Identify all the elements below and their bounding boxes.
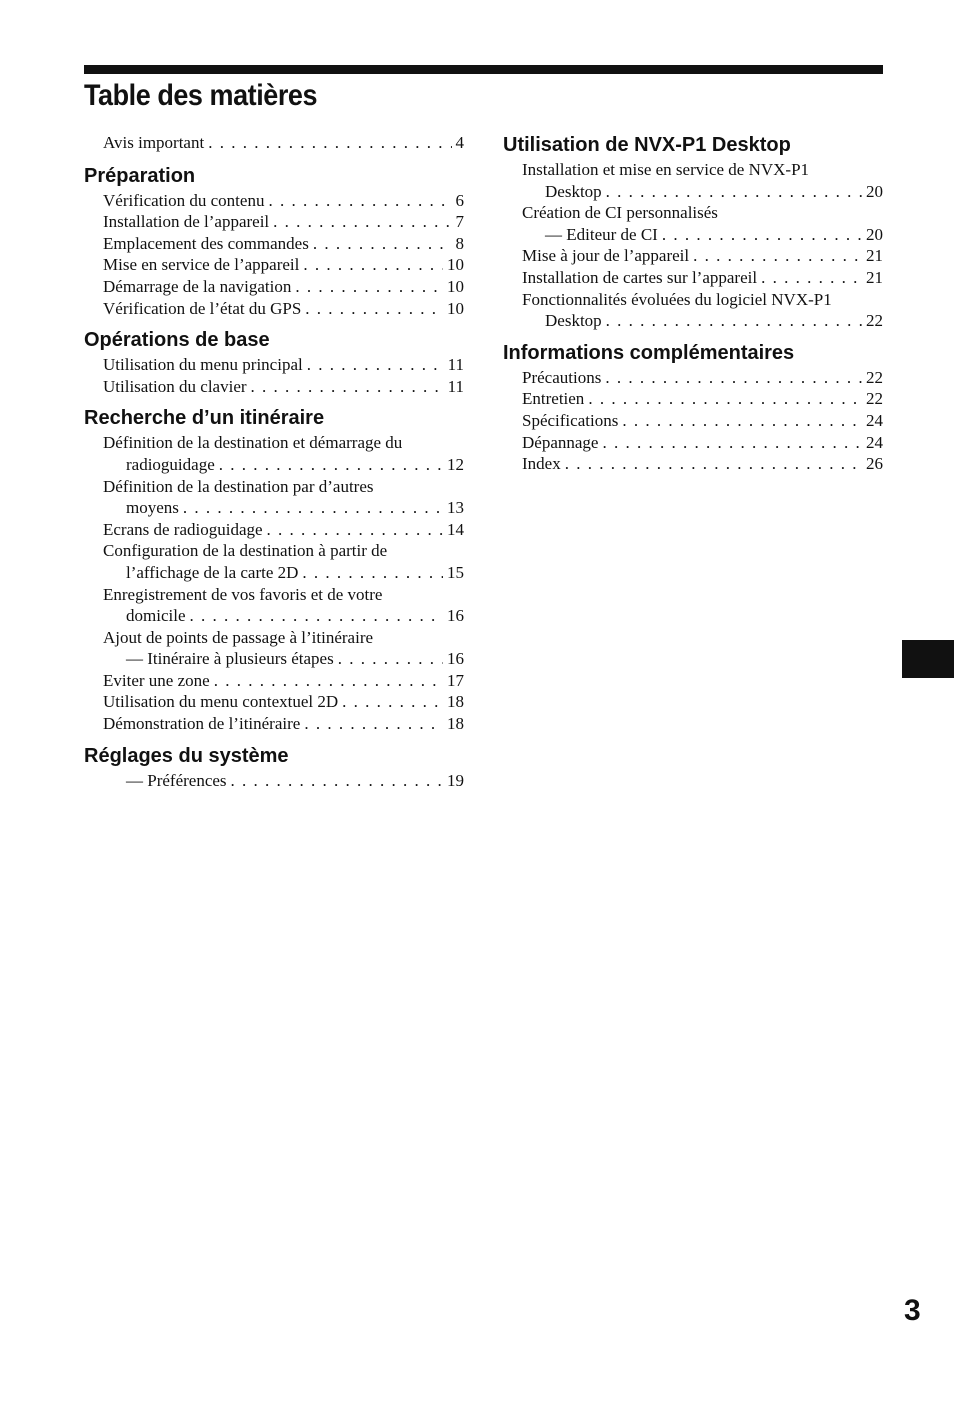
section-heading: Préparation [84, 164, 196, 187]
toc-entry-label: Dépannage [522, 432, 599, 452]
leader-dots [342, 691, 443, 713]
leader-dots [304, 713, 443, 735]
toc-entry-page: 21 [866, 267, 883, 287]
toc-entry-page: 26 [866, 454, 883, 474]
toc-entry-page: 22 [866, 389, 883, 409]
leader-dots [305, 298, 443, 320]
toc-entry-page: 10 [447, 255, 464, 275]
toc-entry[interactable] [503, 267, 883, 289]
toc-entry-label: Desktop [545, 311, 602, 331]
toc-entry[interactable] [503, 367, 883, 389]
toc-entry[interactable] [84, 476, 464, 519]
toc-entry[interactable] [84, 276, 464, 298]
toc-entry-label: radioguidage [126, 454, 215, 474]
toc-entry-page: 14 [447, 519, 464, 539]
leader-dots [189, 605, 443, 627]
toc-entry-page: 10 [447, 298, 464, 318]
toc-entry[interactable] [503, 202, 883, 245]
leader-dots [231, 770, 443, 792]
toc-entry-page: 13 [447, 498, 464, 518]
leader-dots [693, 245, 862, 267]
leader-dots [338, 648, 443, 670]
toc-entry[interactable] [84, 670, 464, 692]
toc-entry-page: 11 [447, 376, 464, 396]
leader-dots [605, 367, 862, 389]
toc-entry-label: — Préférences [126, 770, 227, 790]
toc-section [84, 327, 464, 397]
leader-dots [307, 354, 444, 376]
toc-entry-label: Précautions [522, 367, 602, 387]
toc-entry-page: 21 [866, 246, 883, 266]
section-heading: Réglages du système [84, 744, 289, 767]
toc-entry-label: — Editeur de CI [545, 224, 658, 244]
toc-entry[interactable] [503, 289, 883, 332]
toc-entry-label: — Itinéraire à plusieurs étapes [126, 649, 334, 669]
toc-entry-label: l’affichage de la carte 2D [126, 562, 299, 582]
toc-entry-label: Index [522, 454, 561, 474]
toc-entry-page: 16 [447, 606, 464, 626]
toc-entry-label: Installation de cartes sur l’appareil [522, 267, 758, 287]
toc-entry-label: Création de CI personnalisés [522, 203, 718, 223]
toc-entry[interactable] [503, 388, 883, 410]
toc-entry-page: 8 [455, 233, 464, 253]
toc-entry[interactable] [84, 627, 464, 670]
leader-dots [273, 211, 451, 233]
toc-left-column [84, 132, 464, 791]
toc-entry-label: Entretien [522, 389, 585, 409]
leader-dots [251, 376, 444, 398]
toc-entry-page: 6 [455, 190, 464, 210]
toc-section [84, 743, 464, 792]
section-heading: Utilisation de NVX-P1 Desktop [503, 134, 791, 156]
toc-entry-page: 17 [447, 670, 464, 690]
leader-dots [183, 497, 443, 519]
leader-dots [208, 132, 451, 154]
toc-entry[interactable] [84, 584, 464, 627]
toc-entry-label: Enregistrement de vos favoris et de votre [103, 584, 383, 604]
leader-dots [622, 410, 862, 432]
leader-dots [219, 454, 443, 476]
toc-entry-page: 20 [866, 224, 883, 244]
toc-entry-page: 22 [866, 311, 883, 331]
toc-entry[interactable] [503, 410, 883, 432]
toc-entry[interactable] [84, 354, 464, 376]
section-heading: Opérations de base [84, 329, 270, 352]
toc-entry[interactable] [84, 190, 464, 212]
toc-entry-label: Utilisation du menu contextuel 2D [103, 692, 339, 712]
toc-entry[interactable] [84, 770, 464, 792]
toc-entry[interactable] [84, 254, 464, 276]
toc-entry-label: Utilisation du clavier [103, 376, 247, 396]
toc-entry-label: Installation et mise en service de NVX-P1 [522, 160, 810, 179]
leader-dots [303, 254, 443, 276]
toc-entry-label: Installation de l’appareil [103, 212, 270, 232]
toc-entry-label: Emplacement des commandes [103, 233, 309, 253]
toc-entry-label: Desktop [545, 181, 602, 201]
leader-dots [606, 181, 862, 203]
toc-entry-page: 7 [455, 212, 464, 232]
toc-entry-label: Définition de la destination par d’autres [103, 476, 374, 496]
section-heading: Recherche d’un itinéraire [84, 407, 325, 430]
leader-dots [214, 670, 443, 692]
toc-entry-label: Mise en service de l’appareil [103, 255, 300, 275]
toc-entry[interactable] [84, 691, 464, 713]
toc-entry[interactable] [84, 298, 464, 320]
toc-entry-label: domicile [126, 606, 186, 626]
toc-entry[interactable] [503, 432, 883, 454]
toc-entry[interactable] [84, 713, 464, 735]
toc-entry-page: 19 [447, 770, 464, 790]
toc-entry[interactable] [84, 376, 464, 398]
toc-entry-page: 18 [447, 692, 464, 712]
toc-entry-page: 20 [866, 181, 883, 201]
toc-section [84, 405, 464, 734]
toc-entry-page: 10 [447, 276, 464, 296]
toc-entry-label: Vérification du contenu [103, 190, 265, 210]
leader-dots [295, 276, 443, 298]
toc-entry-label: Définition de la destination et démarrage du [103, 433, 403, 453]
leader-dots [606, 310, 862, 332]
toc-entry-page: 4 [455, 133, 464, 152]
toc-entry-intro[interactable] [84, 132, 464, 154]
section-tab-marker [902, 640, 954, 678]
toc-entry-page: 24 [866, 432, 883, 452]
toc-entry-page: 18 [447, 714, 464, 734]
page-number: 3 [904, 1294, 921, 1327]
leader-dots [565, 453, 862, 475]
leader-dots [302, 562, 443, 584]
leader-dots [761, 267, 862, 289]
toc-entry-label: Avis important [103, 133, 205, 152]
header-rule [84, 65, 883, 74]
leader-dots [602, 432, 862, 454]
toc-entry-page: 12 [447, 454, 464, 474]
toc-entry[interactable] [84, 211, 464, 233]
toc-entry-page: 16 [447, 649, 464, 669]
toc-right-column [503, 132, 883, 475]
toc-section [503, 132, 883, 332]
toc-entry-label: Mise à jour de l’appareil [522, 246, 690, 266]
toc-entry-page: 11 [447, 355, 464, 375]
section-heading: Informations complémentaires [503, 341, 795, 364]
toc-entry-label: Fonctionnalités évoluées du logiciel NVX-P1 [522, 289, 832, 309]
leader-dots [662, 224, 862, 246]
toc-entry[interactable] [84, 519, 464, 541]
toc-entry-label: Eviter une zone [103, 670, 210, 690]
toc-section [84, 163, 464, 320]
toc-entry-label: Démarrage de la navigation [103, 276, 292, 296]
toc-entry-page: 22 [866, 367, 883, 387]
page-title: Table des matières [84, 79, 318, 112]
toc-entry-label: Ajout de points de passage à l’itinéraire [103, 627, 374, 647]
toc-entry[interactable] [84, 233, 464, 255]
toc-entry-label: Spécifications [522, 410, 619, 430]
leader-dots [313, 233, 452, 255]
toc-entry-label: Vérification de l’état du GPS [103, 298, 302, 318]
leader-dots [268, 190, 451, 212]
toc-entry[interactable] [503, 245, 883, 267]
toc-entry-page: 15 [447, 562, 464, 582]
toc-entry-label: moyens [126, 498, 179, 518]
toc-entry[interactable] [84, 432, 464, 475]
toc-entry-label: Utilisation du menu principal [103, 355, 303, 375]
toc-entry-label: Ecrans de radioguidage [103, 519, 263, 539]
toc-entry[interactable] [503, 159, 883, 202]
toc-entry[interactable] [503, 453, 883, 475]
toc-entry[interactable] [84, 540, 464, 583]
leader-dots [588, 388, 862, 410]
toc-entry-label: Configuration de la destination à partir de [103, 541, 388, 561]
toc-section [503, 340, 883, 475]
toc-entry-label: Démonstration de l’itinéraire [103, 714, 301, 734]
toc-entry-page: 24 [866, 410, 883, 430]
leader-dots [267, 519, 443, 541]
